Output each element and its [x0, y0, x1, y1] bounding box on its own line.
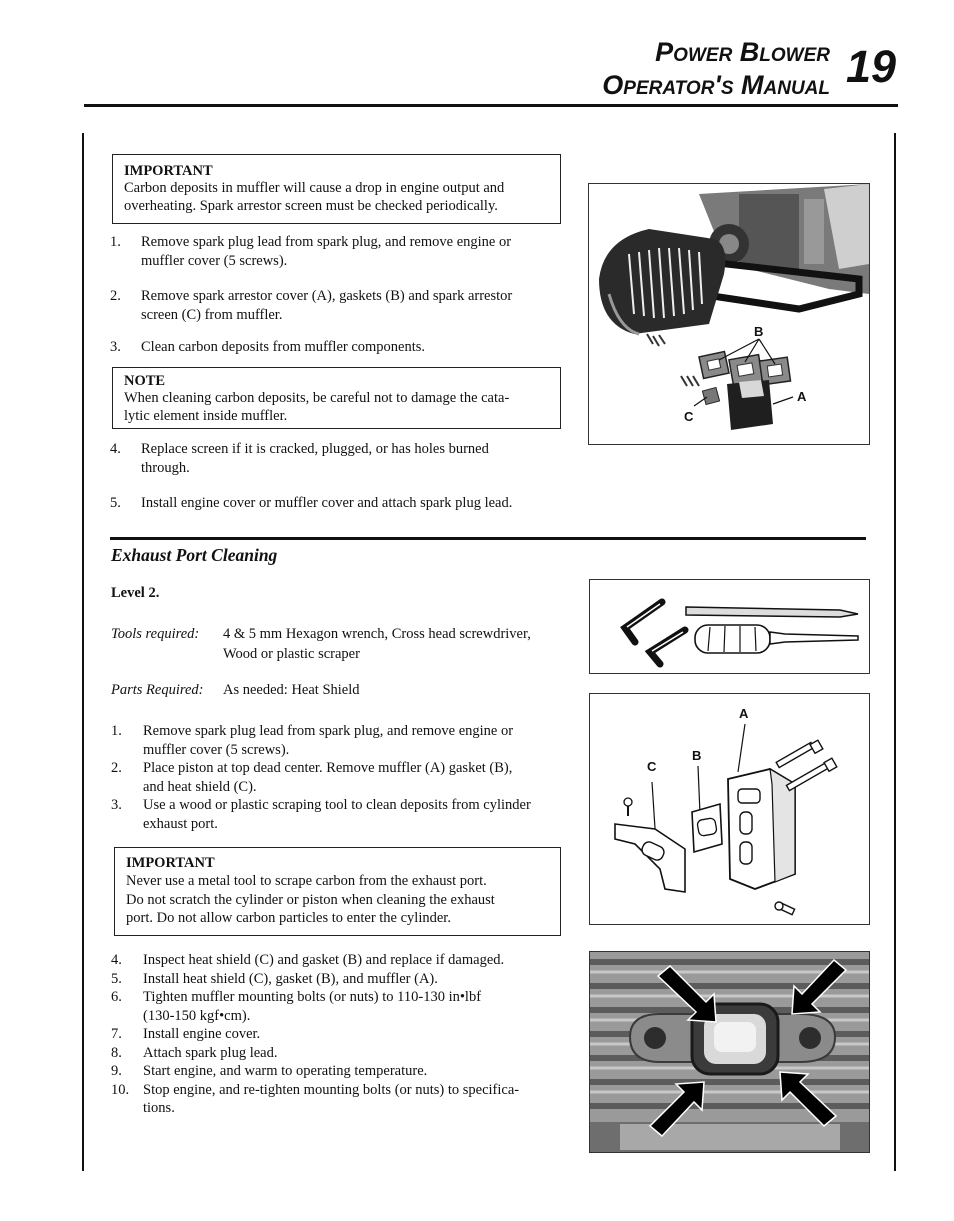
important-text-line3: port. Do not allow carbon particles to enter the cylinder.: [126, 910, 451, 926]
section-heading: Exhaust Port Cleaning: [111, 545, 278, 565]
step-text: tions.: [143, 1100, 175, 1116]
tools-line2: Wood or plastic scraper: [223, 645, 360, 662]
label-c: C: [647, 759, 657, 774]
note-box: [112, 367, 561, 429]
step-number: 4.: [110, 441, 121, 457]
list-item: [110, 494, 560, 513]
muffler-steps-list-b: [110, 440, 560, 513]
section-divider: [110, 537, 866, 540]
step-number: 4.: [111, 952, 122, 968]
tools-illustration: [590, 580, 869, 673]
list-item: [110, 287, 560, 338]
step-text: through.: [141, 459, 190, 476]
list-item: [110, 338, 560, 357]
important-box-exhaust: [114, 847, 561, 936]
list-item: [111, 970, 566, 989]
important-text-line1: Carbon deposits in muffler will cause a drop in engine output and: [124, 180, 505, 196]
step-number: 2.: [110, 288, 121, 304]
step-number: 7.: [111, 1026, 122, 1042]
step-text: screen (C) from muffler.: [141, 306, 283, 323]
important-text-line1: Never use a metal tool to scrape carbon from the exhaust port.: [126, 873, 487, 889]
label-b: B: [692, 748, 702, 763]
header-title-line1: Power Blower: [655, 37, 830, 67]
step-text: Tighten muffler mounting bolts (or nuts) to 110-130 in•lbf: [143, 989, 482, 1005]
list-item: [110, 233, 560, 287]
step-text: Place piston at top dead center. Remove muffler (A) gasket (B),: [143, 760, 513, 776]
step-text: Clean carbon deposits from muffler components.: [141, 339, 426, 355]
step-text: Install engine cover.: [143, 1026, 261, 1042]
header-title-line2: Operator's Manual: [602, 70, 830, 100]
important-heading: IMPORTANT: [126, 855, 215, 871]
list-item: [111, 1044, 566, 1063]
important-text-line2: overheating. Spark arrestor screen must be checked periodically.: [124, 197, 498, 214]
step-text: Inspect heat shield (C) and gasket (B) and replace if damaged.: [143, 952, 505, 968]
important-heading: IMPORTANT: [124, 163, 213, 179]
tools-value: [223, 625, 563, 664]
step-text: Start engine, and warm to operating temperature.: [143, 1063, 428, 1079]
muffler-steps-list-a: [110, 233, 560, 357]
label-a: A: [739, 706, 749, 721]
label-b: B: [754, 324, 764, 339]
step-text: Replace screen if it is cracked, plugged, or has holes burned: [141, 441, 489, 457]
step-text: Stop engine, and re-tighten mounting bolts (or nuts) to specifica-: [143, 1081, 520, 1098]
note-heading: NOTE: [124, 373, 166, 389]
step-text: Use a wood or plastic scraping tool to clean deposits from cylinder: [143, 797, 531, 813]
note-text-line1: When cleaning carbon deposits, be careful not to damage the cata-: [124, 390, 510, 406]
list-item: [111, 951, 566, 970]
step-number: 5.: [110, 495, 121, 511]
step-text: and heat shield (C).: [143, 778, 257, 795]
step-number: 1.: [111, 723, 122, 739]
list-item: [111, 759, 566, 796]
tools-figure: [589, 579, 870, 674]
step-number: 3.: [111, 797, 122, 813]
step-text: Attach spark plug lead.: [143, 1044, 278, 1061]
level-label: Level 2.: [111, 585, 160, 601]
important-text-line2: Do not scratch the cylinder or piston when cleaning the exhaust: [126, 891, 495, 908]
muffler-exploded-figure: [589, 693, 870, 925]
parts-value: As needed: Heat Shield: [223, 682, 360, 698]
step-number: 8.: [111, 1044, 122, 1061]
step-text: Install heat shield (C), gasket (B), and muffler (A).: [143, 970, 438, 987]
step-text: muffler cover (5 screws).: [141, 252, 288, 269]
important-box: [112, 154, 561, 224]
label-a: A: [797, 389, 807, 404]
note-text-line2: lytic element inside muffler.: [124, 407, 288, 424]
exhaust-port-illustration: [590, 952, 869, 1152]
step-text: Remove spark plug lead from spark plug, and remove engine or: [141, 234, 512, 250]
list-item: [111, 796, 566, 833]
spark-arrestor-illustration: [589, 184, 869, 444]
parts-label: Parts Required:: [111, 682, 204, 698]
list-item: [110, 440, 560, 494]
exhaust-steps-list-b: [111, 951, 566, 1118]
spark-arrestor-figure: [588, 183, 870, 445]
exhaust-port-photo: [589, 951, 870, 1153]
step-text: (130-150 kgf•cm).: [143, 1007, 251, 1024]
step-number: 2.: [111, 760, 122, 776]
list-item: [111, 1062, 566, 1081]
step-text: Remove spark arrestor cover (A), gaskets (B) and spark arrestor: [141, 288, 513, 304]
left-margin-bar: [82, 133, 84, 1171]
tools-line1: 4 & 5 mm Hexagon wrench, Cross head screwdriver,: [223, 626, 531, 642]
step-number: 3.: [110, 339, 121, 355]
step-text: exhaust port.: [143, 815, 218, 832]
step-number: 9.: [111, 1063, 122, 1079]
list-item: [111, 1025, 566, 1044]
header-title: [430, 36, 830, 102]
step-number: 6.: [111, 989, 122, 1005]
page-number: 19: [846, 41, 897, 92]
step-text: Install engine cover or muffler cover and attach spark plug lead.: [141, 495, 513, 511]
list-item: [111, 1081, 566, 1118]
header-rule: [84, 104, 898, 107]
muffler-exploded-illustration: [590, 694, 869, 924]
tools-label: Tools required:: [111, 626, 200, 642]
right-margin-bar: [894, 133, 896, 1171]
list-item: [111, 722, 566, 759]
step-number: 1.: [110, 234, 121, 250]
step-text: muffler cover (5 screws).: [143, 741, 290, 758]
list-item: [111, 988, 566, 1025]
step-text: Remove spark plug lead from spark plug, and remove engine or: [143, 723, 514, 739]
step-number: 10.: [111, 1081, 130, 1098]
label-c: C: [684, 409, 694, 424]
step-number: 5.: [111, 970, 122, 987]
exhaust-steps-list-a: [111, 722, 566, 833]
